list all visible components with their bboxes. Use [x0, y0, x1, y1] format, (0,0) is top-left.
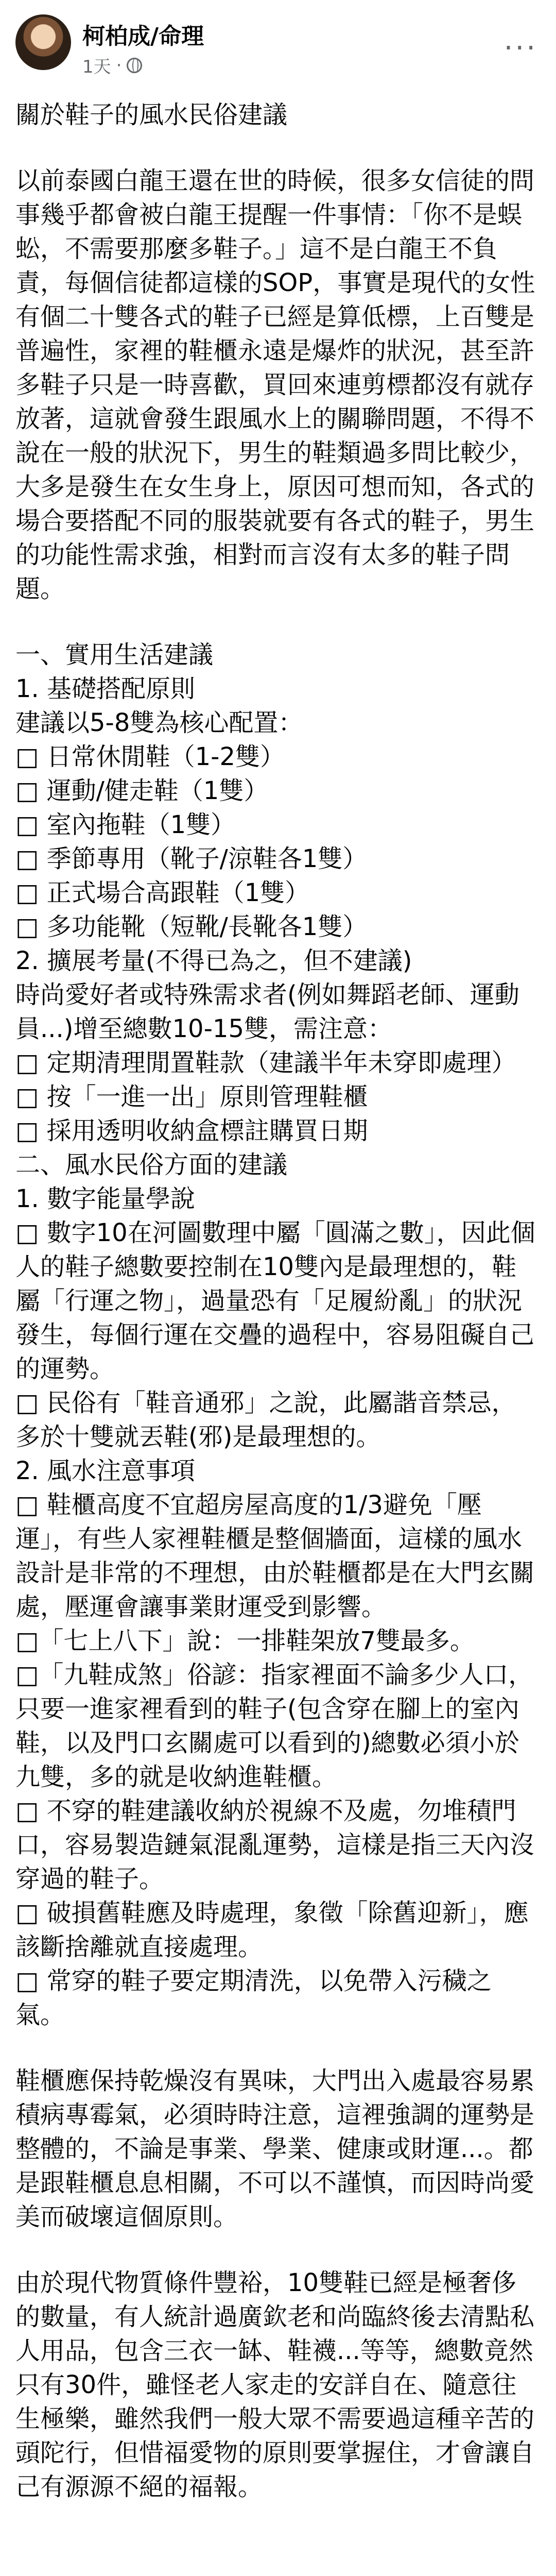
meta-separator: ·	[116, 55, 122, 76]
paragraph-gap	[15, 606, 541, 638]
more-options-icon[interactable]: ...	[503, 23, 537, 57]
post-paragraph: 二、風水民俗方面的建議	[15, 1150, 288, 1179]
post-paragraph: 1. 數字能量學說	[15, 1184, 196, 1213]
author-avatar[interactable]	[15, 14, 71, 70]
post-paragraph: 建議以5-8雙為核心配置：	[15, 708, 303, 737]
post-paragraph: □ 破損舊鞋應及時處理，象徵「除舊迎新」，應該斷捨離就直接處理。	[15, 1899, 529, 1961]
post-paragraph: 1. 基礎搭配原則	[15, 674, 196, 703]
post-paragraph: 一、實用生活建議	[15, 640, 214, 669]
post-paragraph: □ 季節專用（靴子/涼鞋各1雙）	[15, 844, 368, 873]
post-paragraph: □ 運動/健走鞋（1雙）	[15, 776, 269, 805]
post-meta	[82, 53, 142, 78]
post-paragraph: 時尚愛好者或特殊需求者(例如舞蹈老師、運動員...)增至總數10-15雙，需注意：	[15, 980, 519, 1043]
post-paragraph: □ 不穿的鞋建議收納於視線不及處，勿堆積門口，容易製造鏈氣混亂運勢，這樣是指三天內沒穿過的鞋子。	[15, 1797, 535, 1893]
post-paragraph: □ 常穿的鞋子要定期清洗，以免帶入污穢之氣。	[15, 1967, 492, 2029]
post-paragraph: 關於鞋子的風水民俗建議	[15, 100, 288, 129]
paragraph-gap	[15, 2234, 541, 2266]
post-paragraph: □ 數字10在河圖數理中屬「圓滿之數」，因此個人的鞋子總數要控制在10雙內是最理想的，鞋屬「行運之物」，過量恐有「足履紛亂」的狀況發生，每個行運在交疊的過程中，容易阻礙自己的運勢。	[15, 1218, 535, 1383]
post-paragraph: □ 室內拖鞋（1雙）	[15, 810, 236, 839]
author-name[interactable]: 柯柏成/命理	[82, 23, 204, 49]
post-paragraph: □ 按「一進一出」原則管理鞋櫃	[15, 1082, 368, 1111]
globe-icon	[127, 58, 142, 73]
post-paragraph: 2. 擴展考量(不得已為之，但不建議)	[15, 946, 412, 975]
post-paragraph: 以前泰國白龍王還在世的時候，很多女信徒的問事幾乎都會被白龍王提醒一件事情：「你不是蜈蚣，不需要那麼多鞋子。」這不是白龍王不負責，每個信徒都這樣的SOP，事實是現代的女性有個二十雙各式的鞋子已經是算低標，上百雙是普遍性，家裡的鞋櫃永遠是爆炸的狀況，甚至許多鞋子只是一時喜歡，買回來連剪標都沒有就存放著，這就會發生跟風水上的關聯問題，不得不說在一般的狀況下，男生的鞋類過多問比較少，大多是發生在女生身上，原因可想而知，各式的場合要搭配不同的服裝就要有各式的鞋子，男生的功能性需求強，相對而言沒有太多的鞋子問題。	[15, 166, 535, 603]
post-paragraph: □ 多功能靴（短靴/長靴各1雙）	[15, 912, 368, 941]
post-paragraph: □ 正式場合高跟鞋（1雙）	[15, 878, 310, 907]
post-paragraph: 鞋櫃應保持乾燥沒有異味，大門出入處最容易累積病專霉氣，必須時時注意，這裡強調的運勢是整體的，不論是事業、學業、健康或財運...。都是跟鞋櫃息息相關，不可以不謹慎，而因時尚愛美而破壞這個原則。	[15, 2066, 535, 2231]
post-time[interactable]: 1天	[82, 57, 111, 77]
post-body	[15, 98, 541, 2504]
post-paragraph: □ 採用透明收納盒標註購買日期	[15, 1116, 368, 1145]
post-paragraph: □ 日常休閒鞋（1-2雙）	[15, 742, 285, 771]
post-paragraph: □「七上八下」說：一排鞋架放7雙最多。	[15, 1626, 475, 1655]
paragraph-gap	[15, 132, 541, 164]
post-paragraph: □ 定期清理閒置鞋款（建議半年未穿即處理）	[15, 1048, 516, 1077]
post-paragraph: 2. 風水注意事項	[15, 1456, 196, 1485]
post-paragraph: 由於現代物質條件豐裕，10雙鞋已經是極奢侈的數量，有人統計過廣欽老和尚臨終後去清點私人用品，包含三衣一缽、鞋襪...等等，總數竟然只有30件，雖怪老人家走的安詳自在、隨意往生極樂，雖然我們一般大眾不需要過這種辛苦的頭陀行，但惜福愛物的原則要掌握住，才會讓自己有源源不絕的福報。	[15, 2268, 535, 2501]
post-header	[0, 0, 556, 88]
post-paragraph: □ 鞋櫃高度不宜超房屋高度的1/3避免「壓運」，有些人家裡鞋櫃是整個牆面，這樣的風水設計是非常的不理想，由於鞋櫃都是在大門玄關處，壓運會讓事業財運受到影響。	[15, 1490, 535, 1621]
post-paragraph: □ 民俗有「鞋音通邪」之說，此屬諧音禁忌，多於十雙就丟鞋(邪)是最理想的。	[15, 1388, 516, 1451]
paragraph-gap	[15, 2032, 541, 2064]
post-paragraph: □「九鞋成煞」俗諺：指家裡面不論多少人口，只要一進家裡看到的鞋子(包含穿在腳上的室內鞋，以及門口玄關處可以看到的)總數必須小於九雙，多的就是收納進鞋櫃。	[15, 1660, 533, 1791]
